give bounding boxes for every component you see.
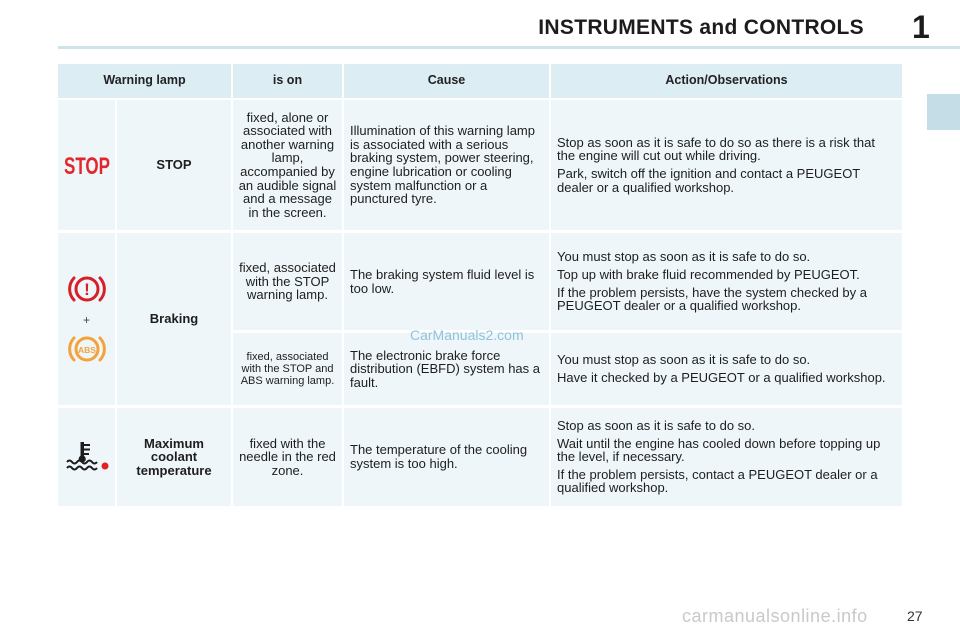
action-braking-fluid-line: Top up with brake fluid recommended by PEUGEOT. (557, 266, 860, 282)
watermark-text: CarManuals2.com (410, 327, 524, 343)
page-number: 27 (907, 608, 923, 624)
cause-coolant: The temperature of the cooling system is too high. (344, 408, 549, 506)
action-stop-line: Park, switch off the ignition and contact a PEUGEOT dealer or a qualified workshop. (557, 166, 861, 195)
svg-text:ABS: ABS (77, 344, 96, 355)
plus-sign: + (82, 313, 90, 328)
coolant-temperature-icon (64, 440, 110, 474)
action-braking-fluid-line: If the problem persists, have the system checked by a PEUGEOT dealer or a qualified workshop. (557, 284, 867, 314)
action-braking-ebfd-line: Have it checked by a PEUGEOT or a qualified workshop. (557, 370, 886, 385)
cause-braking-ebfd: The electronic brake force distribution (EBFD) system has a fault. (344, 333, 549, 405)
action-coolant-line: Stop as soon as it is safe to do so. (557, 418, 756, 434)
lamp-name-braking: Braking (117, 233, 231, 405)
cause-stop: Illumination of this warning lamp is associated with a serious braking system, power steering, engine lubrication or cooling system malfunction or a punctured tyre. (344, 100, 549, 230)
is-on-coolant: fixed with the needle in the red zone. (233, 408, 342, 506)
action-braking-fluid-line: You must stop as soon as it is safe to do so. (557, 249, 811, 265)
chapter-number: 1 (912, 9, 930, 45)
action-braking-ebfd-line: You must stop as soon as it is safe to do so. (557, 352, 811, 368)
page-title: INSTRUMENTS and CONTROLS (538, 16, 864, 39)
action-coolant (551, 408, 902, 506)
abs-warning-icon (67, 332, 107, 366)
column-header-cause: Cause (344, 64, 549, 98)
action-stop-line: Stop as soon as it is safe to do so as there is a risk that the engine will cut out while driving. (557, 134, 875, 164)
action-braking-fluid (551, 233, 902, 330)
svg-text:!: ! (83, 280, 90, 300)
action-stop (551, 100, 902, 230)
is-on-stop: fixed, alone or associated with another warning lamp, accompanied by an audible signal and a message in the screen. (233, 100, 342, 230)
action-coolant-line: If the problem persists, contact a PEUGEOT dealer or a qualified workshop. (557, 466, 878, 496)
is-on-braking-fluid: fixed, associated with the STOP warning lamp. (233, 233, 342, 330)
column-header-action: Action/Observations (551, 64, 902, 98)
cause-braking-fluid: The braking system fluid level is too low. (344, 233, 549, 330)
is-on-braking-ebfd: fixed, associated with the STOP and ABS warning lamp. (233, 333, 342, 405)
footer-watermark: carmanualsonline.info (682, 606, 868, 626)
stop-warning-icon (62, 152, 112, 178)
action-braking-ebfd (551, 333, 902, 405)
lamp-name-stop: STOP (117, 100, 231, 230)
lamp-name-coolant: Maximum coolant temperature (117, 408, 231, 506)
coolant-icon-cell (58, 408, 115, 506)
column-header-warning-lamp: Warning lamp (58, 64, 231, 98)
action-coolant-line: Wait until the engine has cooled down before topping up the level, if necessary. (557, 435, 881, 465)
header-divider (58, 46, 960, 49)
svg-text:STOP: STOP (63, 153, 110, 180)
brake-warning-icon (67, 272, 107, 306)
column-header-is-on: is on (233, 64, 342, 98)
chapter-tab (927, 94, 960, 130)
braking-icon-cell (58, 233, 115, 405)
stop-icon-cell (58, 100, 115, 230)
